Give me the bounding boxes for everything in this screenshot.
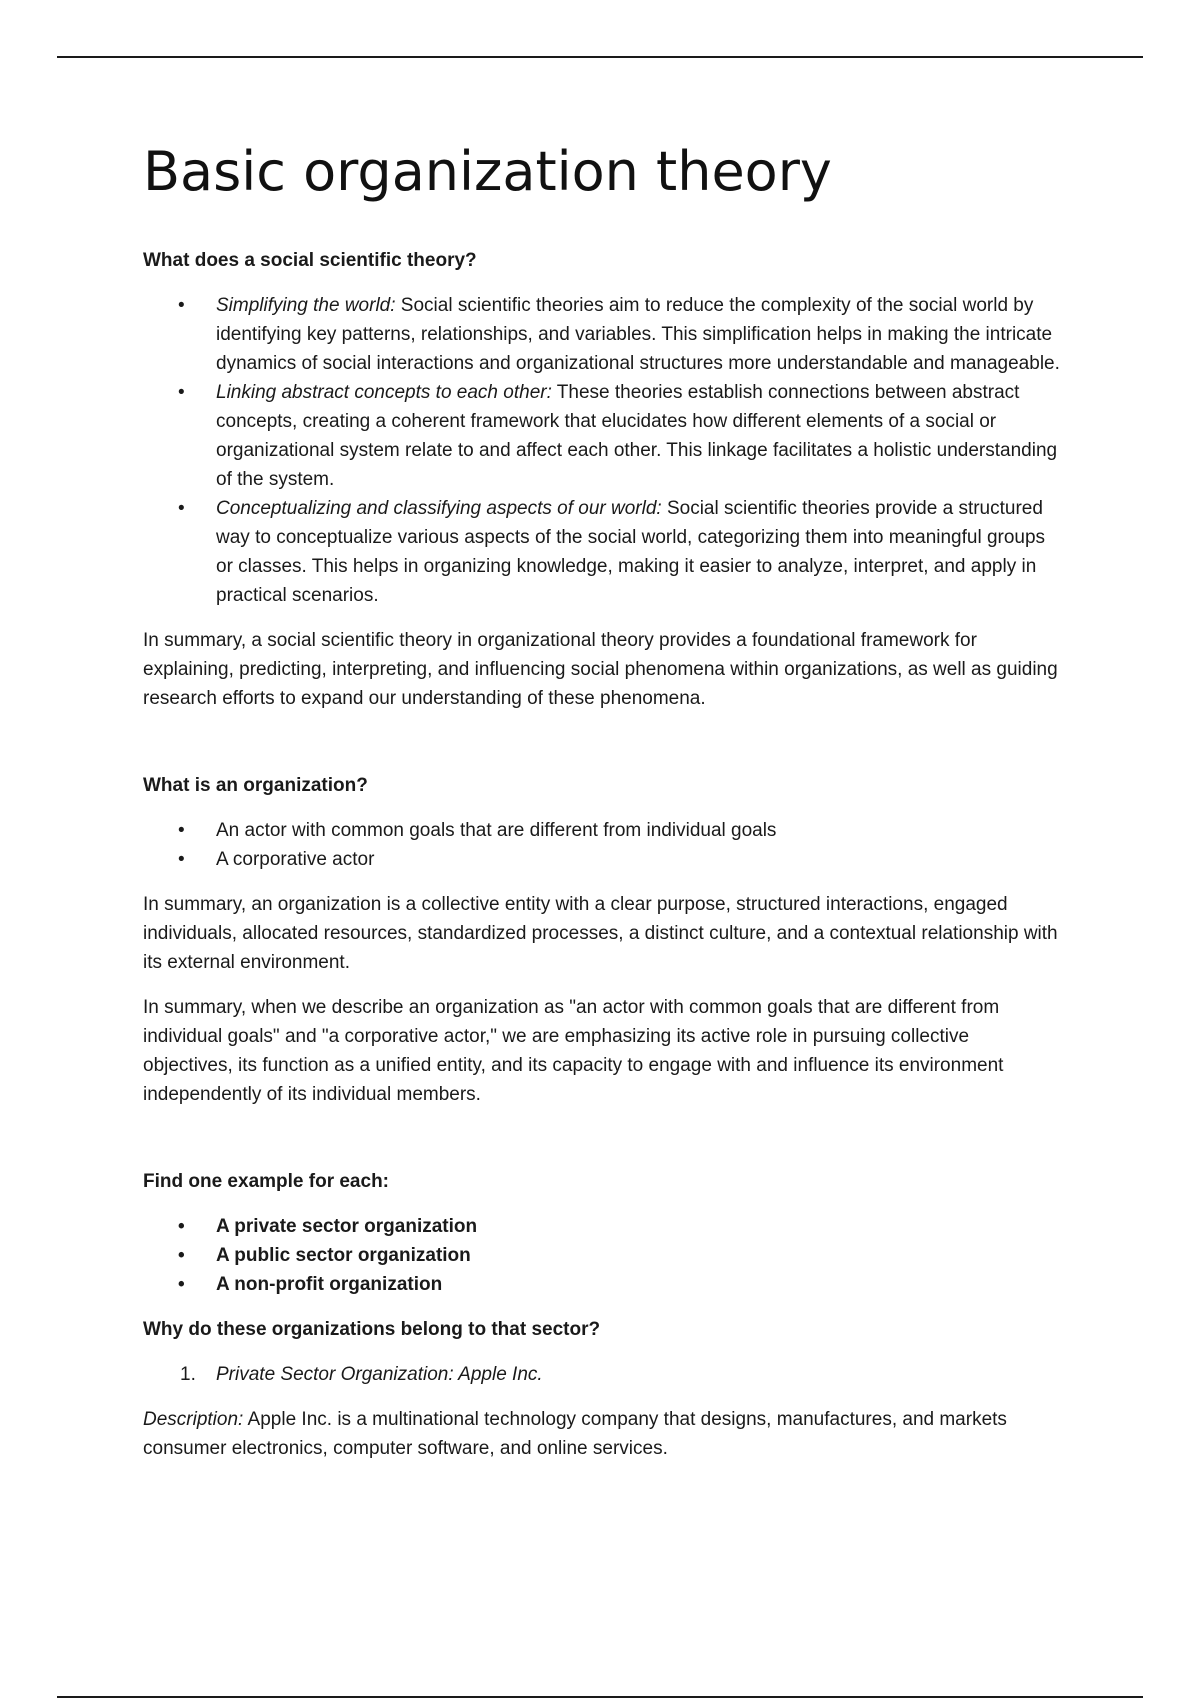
spacer bbox=[143, 1125, 1063, 1167]
list-item bbox=[216, 494, 1063, 610]
section-heading-organization: What is an organization? bbox=[143, 775, 368, 796]
list-item: • A public sector organization bbox=[216, 1241, 1063, 1270]
section-heading-theory: What does a social scientific theory? bbox=[143, 250, 477, 271]
top-rule bbox=[57, 56, 1143, 58]
bullet-text: Social scientific theories provide a structured way to conceptualize various aspects of the social world, categorizing them into meaningful groups or classes. This helps in organizing knowledge, making it easier to analyze, interpret, and apply in practical scenarios. bbox=[216, 498, 1046, 606]
section-heading-why: Why do these organizations belong to that sector? bbox=[143, 1319, 601, 1340]
list-number: 1. bbox=[180, 1364, 196, 1385]
section-heading-examples: Find one example for each: bbox=[143, 1171, 389, 1192]
description-label: Description: bbox=[143, 1409, 244, 1430]
why-description bbox=[143, 1405, 1063, 1463]
bullet-text: Social scientific theories aim to reduce the complexity of the social world by identifying key patterns, relationships, and variables. This simplification helps in making the intricate dynamics of social interactions and organizational structures more understandable and manageable. bbox=[216, 295, 1060, 374]
list-item: • A non-profit organization bbox=[216, 1270, 1063, 1299]
document-body bbox=[143, 140, 1063, 1479]
list-item bbox=[180, 1360, 1063, 1389]
examples-bullet-list bbox=[143, 1212, 1063, 1299]
bullet-term: Simplifying the world: bbox=[216, 295, 396, 316]
organization-summary-1: In summary, an organization is a collective entity with a clear purpose, structured interactions, engaged individuals, allocated resources, standardized processes, a distinct culture, and a contextual relationship with its external environment. bbox=[143, 894, 1058, 973]
list-item-text: Private Sector Organization: Apple Inc. bbox=[216, 1364, 543, 1385]
theory-bullet-list bbox=[143, 291, 1063, 610]
why-numbered-list bbox=[143, 1360, 1063, 1389]
bullet-text: These theories establish connections between abstract concepts, creating a coherent framework that elucidates how different elements of a social or organizational system relate to and affect each other. This linkage facilitates a holistic understanding of the system. bbox=[216, 382, 1058, 490]
description-text: Apple Inc. is a multinational technology company that designs, manufactures, and markets consumer electronics, computer software, and online services. bbox=[143, 1409, 1007, 1459]
organization-bullet-list bbox=[143, 816, 1063, 874]
list-item bbox=[216, 378, 1063, 494]
list-item: • A private sector organization bbox=[216, 1212, 1063, 1241]
list-item: • An actor with common goals that are different from individual goals bbox=[216, 816, 1063, 845]
spacer bbox=[143, 729, 1063, 771]
theory-summary: In summary, a social scientific theory in organizational theory provides a foundational framework for explaining, predicting, interpreting, and influencing social phenomena within organizations, as well as guiding research efforts to expand our understanding of these phenomena. bbox=[143, 630, 1058, 709]
bottom-rule bbox=[57, 1696, 1143, 1698]
document-title: Basic organization theory bbox=[143, 140, 832, 203]
bullet-term: Conceptualizing and classifying aspects of our world: bbox=[216, 498, 662, 519]
list-item: • A corporative actor bbox=[216, 845, 1063, 874]
bullet-term: Linking abstract concepts to each other: bbox=[216, 382, 552, 403]
list-item bbox=[216, 291, 1063, 378]
organization-summary-2: In summary, when we describe an organization as "an actor with common goals that are different from individual goals" and "a corporative actor," we are emphasizing its active role in pursuing collective objectives, its function as a unified entity, and its capacity to engage with and influence its environment independently of its individual members. bbox=[143, 997, 1004, 1105]
